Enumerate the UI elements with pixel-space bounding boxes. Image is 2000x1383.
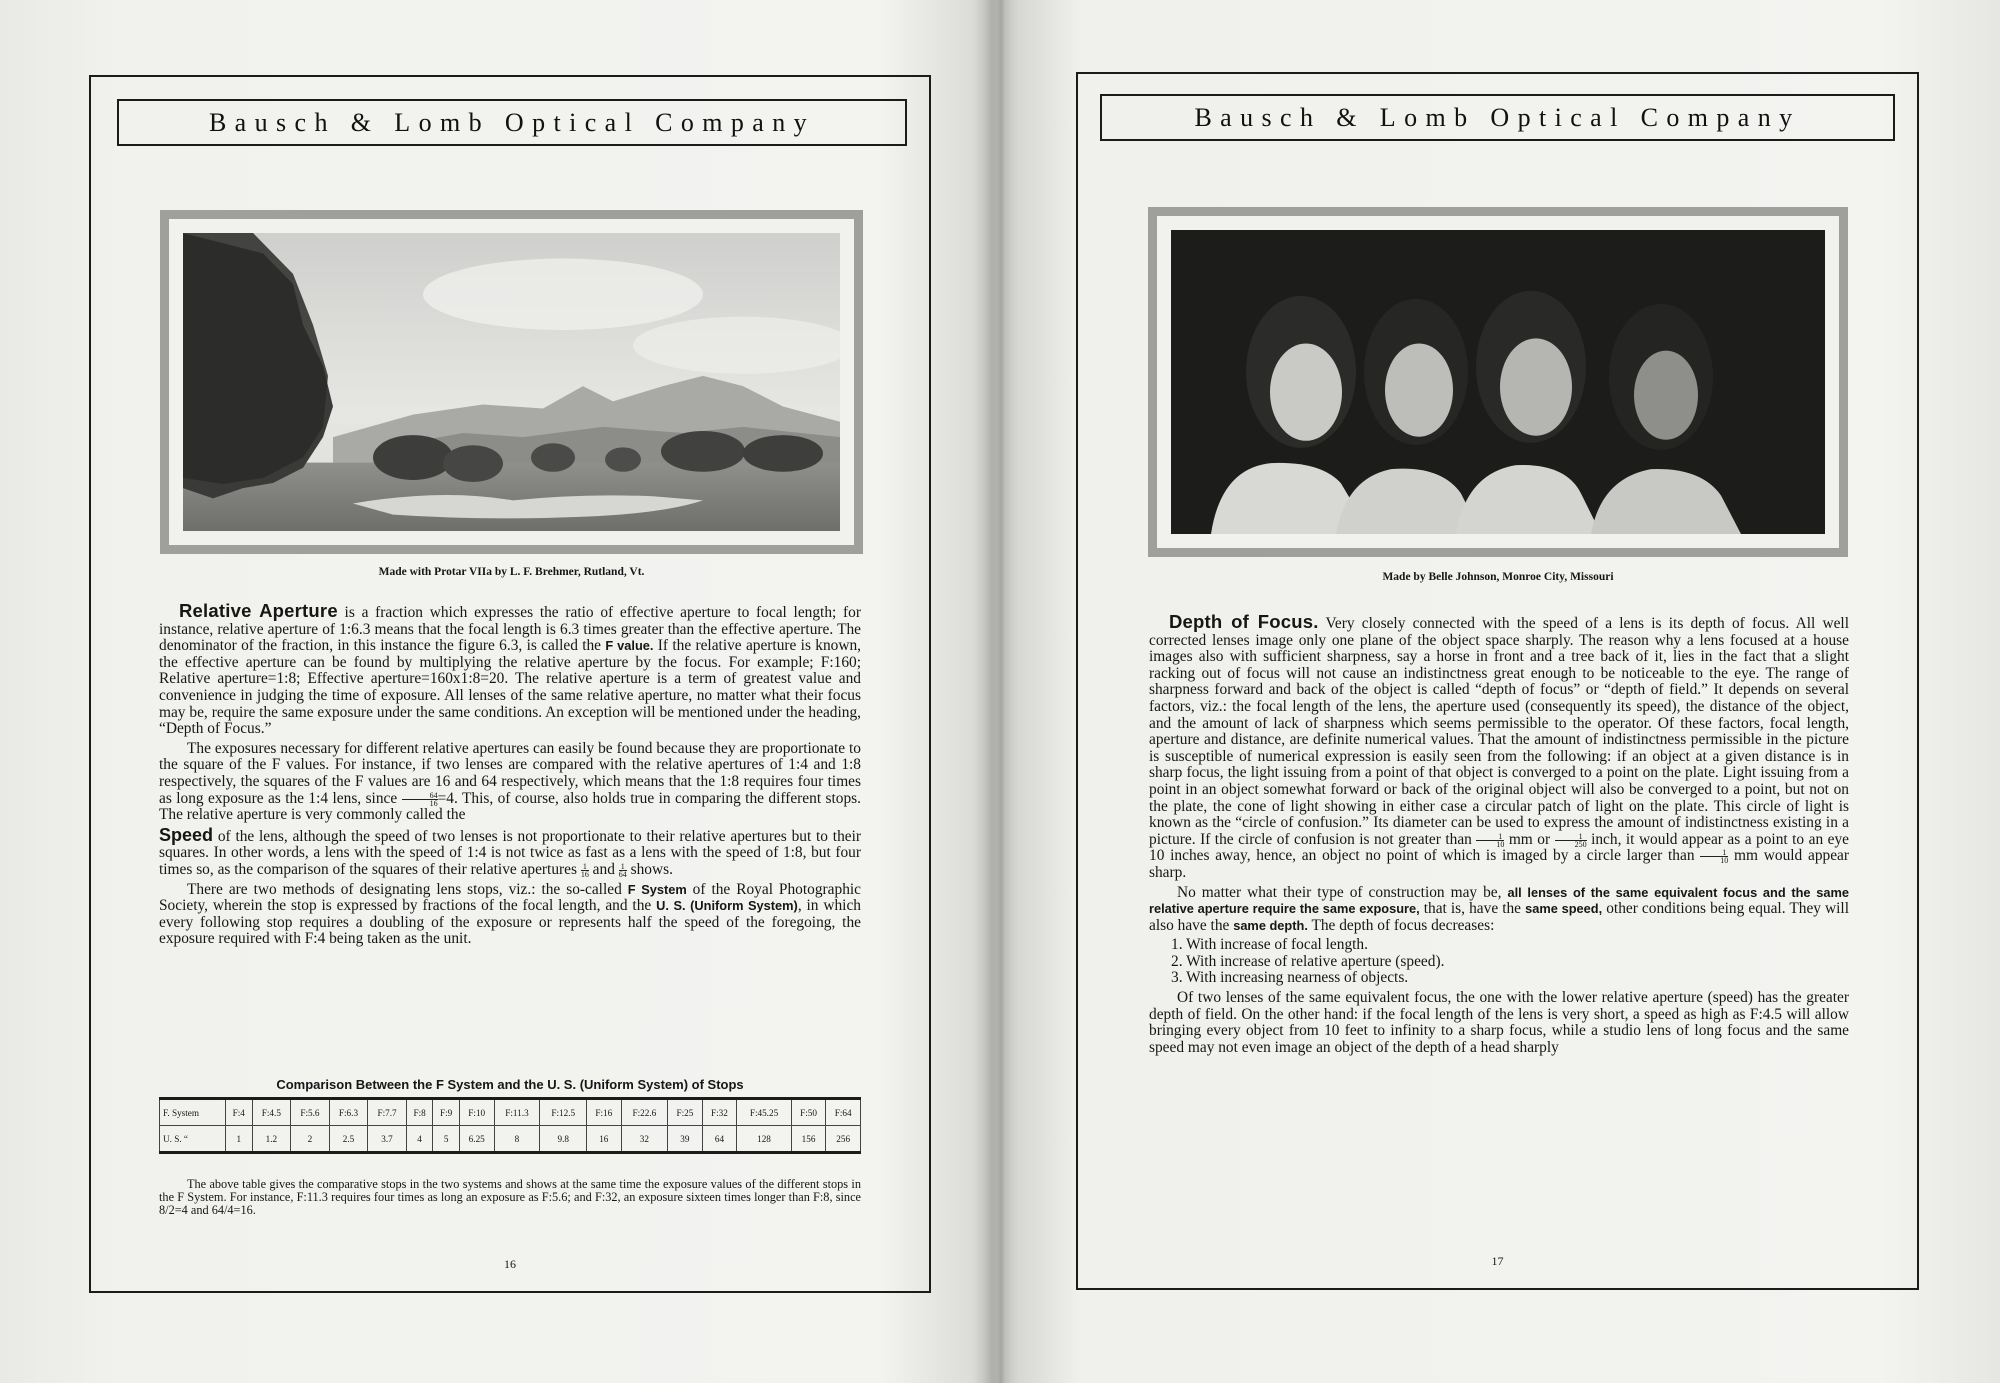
bold-term: F value.	[605, 638, 654, 654]
table-cell: F:11.3	[494, 1099, 540, 1126]
list-item: 2. With increase of relative aperture (speed).	[1171, 952, 1445, 970]
section-heading: Relative Aperture	[179, 600, 338, 621]
list-item: 1. With increase of focal length.	[1171, 936, 1368, 954]
table-cell: 5	[433, 1126, 460, 1153]
factors-list	[1171, 937, 1849, 987]
page-frame	[1076, 72, 1919, 1290]
paragraph-text: shows.	[626, 860, 673, 878]
table-cell: F:6.3	[329, 1099, 368, 1126]
paragraph-text: If the relative aperture is known, the effective aperture can be found by multiplying the relative aperture by the focus. For example; F:160; Relative aperture=1:8; Effective aperture=160x1:8=20. The relative aperture is a term of greatest value and convenience in judging the time of exposure. All lenses of the same relative aperture, no matter what their focus may be, require the same exposure under the same conditions. An exception will be mentioned under the heading, “Depth of Focus.”	[159, 637, 861, 738]
section-heading: Speed	[159, 824, 214, 845]
paragraph-exposures	[159, 741, 861, 824]
photo-caption: Made with Protar VIIa by L. F. Brehmer, Rutland, Vt.	[378, 566, 645, 578]
fraction-denominator: 64	[618, 869, 627, 879]
paragraph-text: is a fraction which expresses the ratio of effective aperture to focal length; for instance, relative aperture of 1:6.3 means that the focal length is 6.3 times greater than the effective aperture. The denominator of the fraction, in this instance the figure 6.3, is called the	[159, 604, 861, 655]
fraction	[619, 863, 627, 878]
table-note	[159, 1178, 861, 1216]
table-cell: 16	[587, 1126, 622, 1153]
table-cell: F:16	[587, 1099, 622, 1126]
paragraph-text: The exposures necessary for different relative apertures can easily be found because they are proportionate to the square of the F values. For instance, if two lenses are compared with the relative apertures of 1:4 and 1:8 respectively, the squares of the F values are 16 and 64 respectively, which means that the 1:8 requires four times as long exposure as the 1:4 lens, since	[159, 739, 861, 807]
fraction-denominator: 250	[1555, 840, 1587, 848]
page-header: Bausch & Lomb Optical Company	[1100, 94, 1895, 141]
article-text	[159, 600, 862, 951]
fraction	[402, 792, 438, 807]
portrait-photo-plate	[1148, 207, 1848, 557]
paragraph-text: of the lens, although the speed of two lenses is not proportionate to their relative apertures but to their squares. In other words, a lens with the speed of 1:4 is not twice as fast as a lens with the speed of 1:8, but four times so, as the comparison of the squares of their relative apertures	[159, 827, 861, 878]
landscape-photo-plate	[160, 210, 863, 554]
page-number: 17	[1491, 1254, 1504, 1268]
paragraph-text: Very closely connected with the speed of a lens is its depth of focus. All well corrected lenses image only one plane of the object space sharply. The reason why a lens focused at a house images also with sufficient sharpness, say a horse in front and a tree back of it, lies in the fact that a slight racking out of focus will not cause an indistinctness great enough to be noticeable to the eye. The range of sharpness forward and back of the object is called “depth of focus” or “depth of field.” It depends on several factors, viz.: the focal length of the lens, the aperture used (consequently its speed), the distance of the object, and the amount of lack of sharpness which seems permissible to the operator. Of these factors, focal length, aperture and distance, are definite numerical values. That the amount of indistinctness permissible in the picture is susceptible of numerical expression is easily seen from the following: if an object at a given distance is in sharp focus, the light issuing from a point of that object is converged to a point on the plate. Light issuing from a point in an object somewhat forward or back of the original object will also be converged to a point, but not on the plate, the cone of light showing in either case a circular patch of light on the plate. This circle of light is known as the “circle of confusion.” Its diameter can be used to express the amount of indistinctness existing in a picture. If the circle of confusion is not greater than	[1149, 615, 1849, 848]
fraction-numerator: 1	[620, 861, 625, 871]
paragraph-depth-of-focus	[1149, 611, 1849, 882]
table-row-header: U. S. “	[160, 1126, 226, 1153]
photo-caption: Made by Belle Johnson, Monroe City, Missouri	[1382, 571, 1614, 583]
paragraph-text: No matter what their type of construction may be,	[1177, 883, 1508, 901]
paragraph-two-lenses	[1149, 990, 1849, 1056]
table-cell: 8	[494, 1126, 540, 1153]
table-cell: 32	[621, 1126, 668, 1153]
paragraph-text: The depth of focus decreases:	[1307, 916, 1495, 934]
bold-term: F System	[627, 881, 687, 897]
paragraph-text: of the Royal Photographic Society, wherein the stop is expressed by fractions of the focal length, and the	[159, 880, 861, 915]
fraction-numerator: 64	[429, 790, 438, 800]
table-cell: 128	[737, 1126, 792, 1153]
fraction-numerator: 1	[1578, 831, 1583, 841]
paragraph-text: that is, have the	[1419, 900, 1526, 918]
landscape-photo	[183, 233, 840, 531]
fraction-denominator: 16	[402, 799, 438, 807]
table-cell: 9.8	[540, 1126, 587, 1153]
stops-comparison-table	[159, 1097, 861, 1154]
table-row-header: F. System	[160, 1099, 226, 1126]
bold-term: same depth.	[1233, 917, 1308, 933]
fraction-denominator: 10	[1476, 840, 1504, 848]
portrait-photo-image	[1171, 230, 1825, 534]
section-heading: Depth of Focus.	[1169, 611, 1319, 632]
table-cell: F:4	[226, 1099, 253, 1126]
table-cell: F:32	[702, 1099, 737, 1126]
table-cell: 6.25	[459, 1126, 494, 1153]
table-cell: F:50	[791, 1099, 826, 1126]
paragraph-text: =4. This, of course, also holds true in comparing the different stops. The relative aperture is very commonly called the	[159, 789, 862, 824]
table-cell: F:64	[826, 1099, 861, 1126]
list-item: 3. With increasing nearness of objects.	[1171, 969, 1409, 987]
portrait-photo	[1171, 230, 1825, 534]
paragraph-same-exposure	[1149, 885, 1849, 935]
table-cell: 1	[226, 1126, 253, 1153]
paragraph-relative-aperture	[159, 600, 861, 738]
table-row-f-system	[160, 1099, 861, 1126]
table-cell: 39	[668, 1126, 703, 1153]
fraction-numerator: 1	[582, 861, 587, 871]
paragraph-text: mm or	[1504, 830, 1555, 848]
table-row-us-system	[160, 1126, 861, 1153]
fraction	[1476, 833, 1504, 848]
fraction-denominator: 10	[1700, 856, 1728, 864]
table-note-text: The above table gives the comparative stops in the two systems and shows at the same time the exposure values of the different stops in the F System. For instance, F:11.3 requires four times as long an exposure as F:5.6; and F:32, an exposure sixteen times longer than F:8, since 8/2=4 and 64/4=16.	[159, 1177, 861, 1217]
table-cell: 1.2	[252, 1126, 291, 1153]
table-cell: 3.7	[368, 1126, 407, 1153]
table-cell: F:22.6	[621, 1099, 668, 1126]
bold-term: U. S. (Uniform System)	[656, 898, 798, 914]
page-header: Bausch & Lomb Optical Company	[117, 99, 907, 146]
bold-term: same speed,	[1525, 901, 1603, 917]
paragraph-text: inch, it would appear as a point to an eye 10 inches away, hence, an object no point of which is imaged by a circle larger than	[1149, 830, 1849, 865]
table-cell: F:45.25	[737, 1099, 792, 1126]
table-cell: F:7.7	[368, 1099, 407, 1126]
table-cell: 256	[826, 1126, 861, 1153]
table-cell: F:5.6	[291, 1099, 330, 1126]
table-cell: F:8	[406, 1099, 433, 1126]
table-cell: F:25	[668, 1099, 703, 1126]
table-cell: 64	[702, 1126, 737, 1153]
fraction	[581, 863, 589, 878]
paragraph-systems	[159, 882, 861, 948]
fraction	[1555, 833, 1587, 848]
table-cell: 2.5	[329, 1126, 368, 1153]
page-number: 16	[504, 1257, 516, 1271]
table-title: Comparison Between the F System and the U. S. (Uniform System) of Stops	[276, 1077, 744, 1092]
bold-term: all lenses of the same equivalent focus and the same relative aperture require the same exposure,	[1149, 884, 1849, 917]
landscape-photo-image	[183, 233, 840, 531]
paragraph-text: mm would appear sharp.	[1149, 847, 1849, 881]
paragraph-text: Of two lenses of the same equivalent focus, the one with the lower relative aperture (speed) has the greater depth of field. On the other hand: if the focal length of the lens is very short, a speed as high as F:4.5 will allow bringing every object from 10 feet to infinity to a sharp focus, while a studio lens of long focus and the same speed may not even image an object of the depth of a head sharply	[1149, 989, 1849, 1056]
fraction-numerator: 1	[1498, 831, 1503, 841]
table-cell: F:12.5	[540, 1099, 587, 1126]
article-text	[1149, 611, 1849, 1059]
table-cell: F:10	[459, 1099, 494, 1126]
paragraph-text: There are two methods of designating lens stops, viz.: the so-called	[187, 880, 628, 898]
table-cell: 2	[291, 1126, 330, 1153]
table-cell: F:9	[433, 1099, 460, 1126]
paragraph-text: other conditions being equal. They will also have the	[1149, 900, 1849, 934]
table-cell: F:4.5	[252, 1099, 291, 1126]
right-page	[1000, 0, 2000, 1383]
paragraph-text: and	[588, 860, 619, 878]
table-cell: 156	[791, 1126, 826, 1153]
fraction	[1700, 849, 1728, 864]
paragraph-speed	[159, 824, 861, 879]
page-frame	[89, 75, 931, 1293]
fraction-numerator: 1	[1722, 848, 1727, 858]
paragraph-text: , in which every following stop requires a doubling of the exposure or represents half the speed of the foregoing, the exposure required with F:4 being taken as the unit.	[159, 897, 861, 948]
table-cell: 4	[406, 1126, 433, 1153]
fraction-denominator: 16	[580, 869, 589, 879]
